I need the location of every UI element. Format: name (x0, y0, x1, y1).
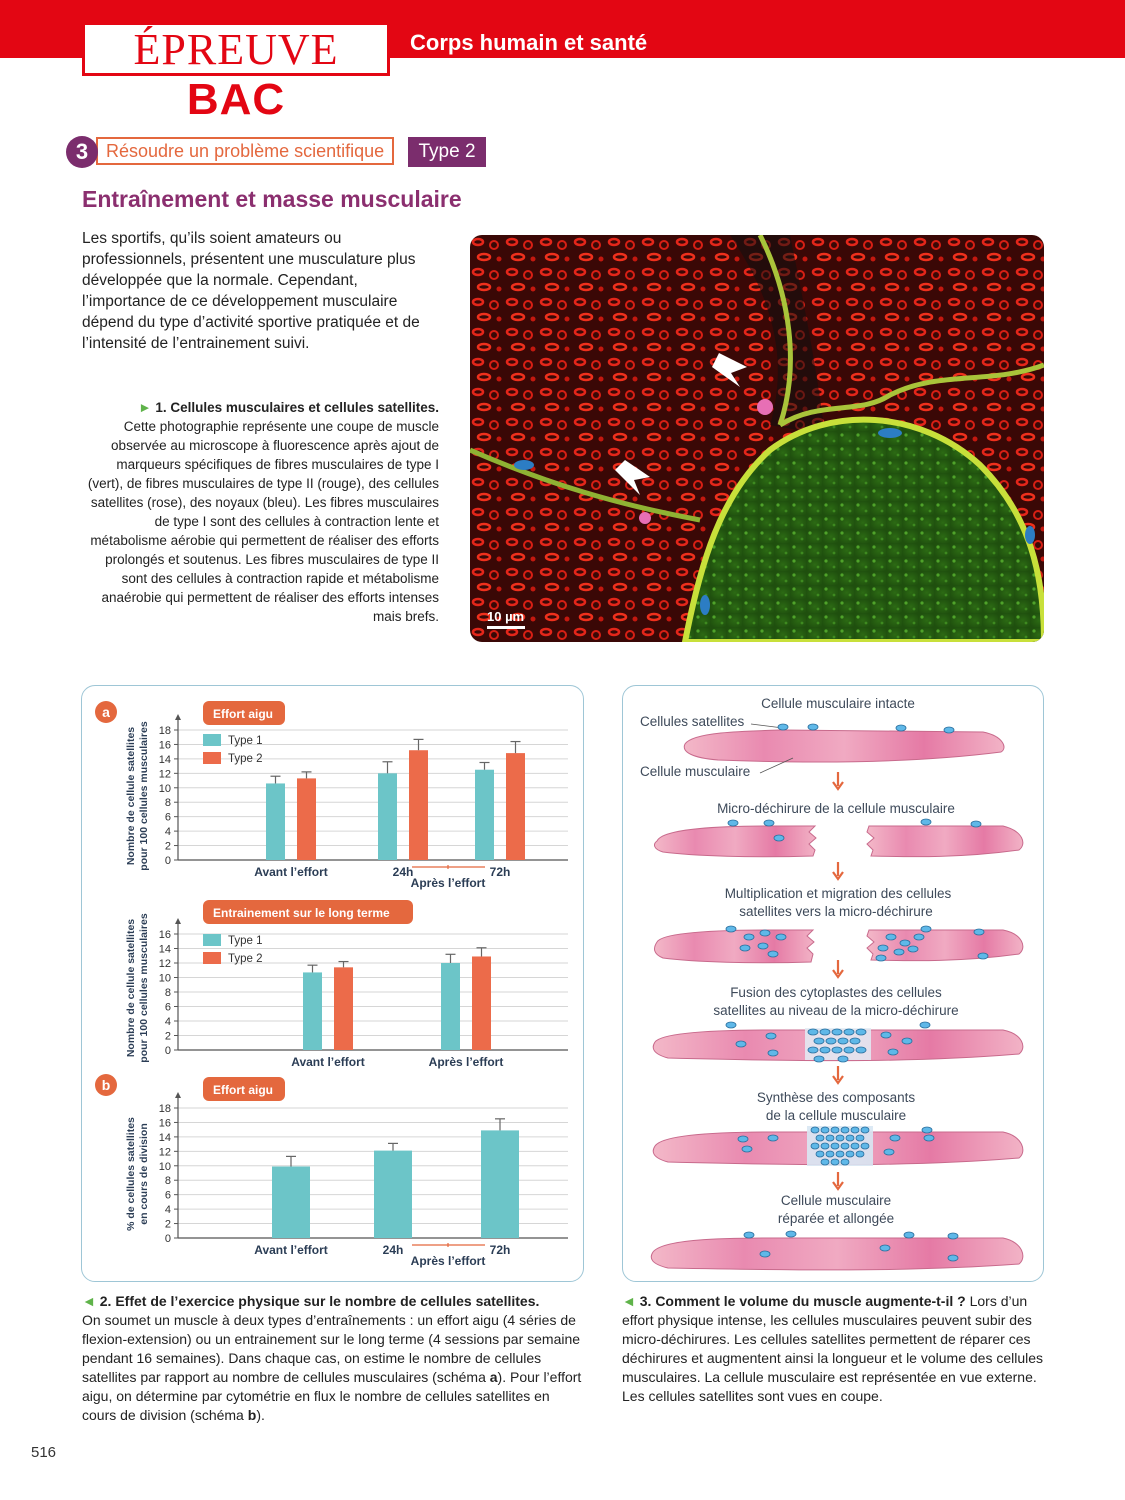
y-axis-arrow-icon (175, 714, 181, 720)
scale-bar (487, 626, 525, 629)
step-label: Micro-déchirure de la cellule musculaire (717, 801, 955, 816)
microscopy-image (470, 235, 1044, 642)
caption-arrow-icon: ◄ (622, 1293, 640, 1309)
page-number: 516 (31, 1444, 57, 1461)
step-label: satellites vers la micro-déchirure (739, 904, 933, 919)
section-label: Résoudre un problème scientifique (96, 137, 394, 165)
bar (481, 1130, 519, 1238)
category-label: 24h (392, 865, 414, 879)
category-label: Après l’effort (428, 1055, 504, 1069)
y-tick-label: 6 (164, 1001, 171, 1014)
charts-svg (82, 686, 583, 1281)
step-label: Synthèse des composants (756, 1090, 916, 1105)
legend-swatch (203, 934, 221, 946)
bar (334, 967, 353, 1050)
bar (272, 1167, 310, 1239)
bar (441, 963, 460, 1050)
y-tick-label: 18 (158, 1103, 171, 1115)
bar (506, 753, 525, 860)
caption-arrow-icon: ◄ (82, 1293, 100, 1309)
bar (378, 773, 397, 860)
legend-swatch (203, 952, 221, 964)
category-label: Avant l’effort (254, 1243, 328, 1257)
intro-text: Les sportifs, qu’ils soient amateurs ou professionnels, présentent une musculature plus développée que la normale. Cependant, l’importance de ce développement musculaire dépend du type d’activité sportive pratiquée et de l’intensité de l’entrainement suivi. (82, 230, 420, 352)
legend-swatch (203, 734, 221, 746)
y-tick-label: 6 (164, 811, 171, 824)
y-axis-label: Nombre de cellule satellitespour 100 cellules musculaires (125, 721, 150, 871)
doc2-title: 2. Effet de l’exercice physique sur le nombre de cellules satellites. (99, 1293, 540, 1309)
y-tick-label: 12 (158, 768, 171, 781)
bar (374, 1151, 412, 1238)
step-label: Cellule musculaire intacte (761, 696, 915, 711)
y-tick-label: 8 (164, 797, 171, 810)
y-tick-label: 0 (164, 1233, 171, 1245)
repair-diagram (623, 686, 1043, 1281)
step-label: réparée et allongée (777, 1211, 895, 1226)
bar (297, 778, 316, 860)
bar (266, 783, 285, 860)
satellites-label: Cellules satellites (640, 714, 745, 729)
doc2-text-end: ). (256, 1407, 265, 1423)
y-tick-label: 16 (158, 739, 171, 752)
y-tick-label: 16 (158, 1117, 171, 1130)
epreuve-label: ÉPREUVE (133, 25, 339, 74)
y-tick-label: 12 (158, 958, 171, 970)
y-tick-label: 10 (158, 1160, 171, 1173)
y-tick-label: 0 (164, 855, 171, 867)
y-tick-label: 8 (164, 987, 171, 999)
y-tick-label: 4 (164, 826, 171, 839)
y-tick-label: 16 (158, 929, 171, 941)
y-tick-label: 14 (158, 753, 171, 766)
epreuve-bac-box (82, 22, 390, 124)
category-label: 72h (489, 865, 511, 879)
legend-label: Type 1 (228, 735, 263, 747)
panel-letter: a (102, 704, 110, 720)
legend-label: Type 2 (228, 753, 263, 765)
y-tick-label: 2 (164, 1030, 171, 1043)
y-tick-label: 18 (158, 725, 171, 737)
doc3-caption (622, 1292, 1044, 1406)
chart-badge-label: Effort aigu (213, 707, 273, 721)
doc2-text-mid: ). Pour l’effort aigu, on détermine par cytométrie en flux le nombre de cellules satellites en cours de division (schéma (82, 1369, 582, 1423)
bar (303, 972, 322, 1050)
section-type: Type 2 (408, 137, 486, 167)
doc1-title: 1. Cellules musculaires et cellules satellites. (155, 400, 439, 415)
y-tick-label: 0 (164, 1045, 171, 1057)
doc1-caption (82, 398, 439, 626)
doc2-ref-a: a (489, 1369, 498, 1385)
y-tick-label: 14 (158, 1131, 171, 1144)
y-axis-arrow-icon (175, 1092, 181, 1098)
doc3-text: Lors d’un effort physique intense, les cellules musculaires peuvent subir des micro-déchirures. Les cellules satellites permettent de réparer ces déchirures et augmentent ainsi la longueur et le volume des cellules musculaires. La cellule musculaire est représentée en vue externe. Les cellules satellites sont vues en coupe. (622, 1293, 1044, 1404)
y-tick-label: 10 (158, 782, 171, 795)
panel-letter: b (101, 1077, 111, 1093)
y-tick-label: 2 (164, 1218, 171, 1231)
doc1-text: Cette photographie représente une coupe de muscle observée au microscope à fluorescence après ajout de marqueurs spécifiques de fibres musculaires de type I (vert), de fibres musculaires de type II (rouge), des cellules satellites (rose), des noyaux (bleu). Les fibres musculaires de type I sont des cellules à contraction lente et métabolisme aérobie qui permettent de réaliser des efforts prolongés et soutenus. Les fibres musculaires de type II sont des cellules à contraction rapide et métabolisme anaérobie qui permettent de réaliser des efforts intenses mais brefs. (87, 419, 439, 624)
chart-badge-label: Entrainement sur le long terme (213, 906, 390, 920)
step-label: satellites au niveau de la micro-déchirure (713, 1003, 959, 1018)
diagram-panel (622, 685, 1044, 1282)
caption-arrow-icon: ► (138, 400, 156, 415)
category-label: Avant l’effort (254, 865, 328, 879)
page-title: Entraînement et masse musculaire (82, 186, 462, 212)
y-axis-label: % de cellules satellitesen cours de division (125, 1117, 150, 1231)
step-label: de la cellule musculaire (765, 1108, 907, 1123)
category-label: 72h (489, 1243, 511, 1257)
step-label: Cellule musculaire (780, 1193, 892, 1208)
y-tick-label: 8 (164, 1175, 171, 1188)
y-tick-label: 14 (158, 943, 171, 956)
step-label: Fusion des cytoplastes des cellules (730, 985, 942, 1000)
bar (472, 956, 491, 1050)
group-label: Après l’effort (410, 876, 486, 890)
step-label: Multiplication et migration des cellules (724, 886, 952, 901)
bac-label: BAC (186, 75, 286, 124)
legend-label: Type 2 (228, 953, 263, 965)
scale-label: 10 µm (487, 609, 525, 624)
y-tick-label: 4 (164, 1204, 171, 1217)
subject-title: Corps humain et santé (410, 30, 648, 55)
y-tick-label: 2 (164, 840, 171, 853)
group-label: Après l’effort (410, 1254, 486, 1268)
legend-label: Type 1 (228, 935, 263, 947)
chart-badge-label: Effort aigu (213, 1083, 273, 1097)
legend-swatch (203, 752, 221, 764)
bar (475, 770, 494, 860)
y-axis-label: Nombre de cellule satellitespour 100 cellules musculaires (125, 913, 150, 1063)
doc2-ref-b: b (247, 1407, 257, 1423)
doc3-title: 3. Comment le volume du muscle augmente-t-il ? (639, 1293, 966, 1309)
y-tick-label: 6 (164, 1189, 171, 1202)
section-number: 3 (66, 136, 98, 168)
y-axis-arrow-icon (175, 918, 181, 924)
category-label: 24h (382, 1243, 404, 1257)
doc2-text: On soumet un muscle à deux types d’entraînements : un effort aigu (4 séries de flexion-extension) ou un entrainement sur le long terme (4 sessions par semaine pendant 16 semaines). Dans chaque cas, on estime le nombre de cellules satellites par rapport au nombre de cellules musculaires (schéma (82, 1312, 581, 1385)
bar (409, 750, 428, 860)
microscopy-photo (470, 235, 1044, 642)
chart-panel (81, 685, 584, 1282)
category-label: Avant l’effort (291, 1055, 365, 1069)
down-arrow-icon (833, 772, 843, 789)
y-tick-label: 4 (164, 1016, 171, 1028)
y-tick-label: 12 (158, 1146, 171, 1159)
doc2-caption (82, 1292, 587, 1425)
muscle-label: Cellule musculaire (640, 764, 751, 779)
y-tick-label: 10 (158, 972, 171, 985)
